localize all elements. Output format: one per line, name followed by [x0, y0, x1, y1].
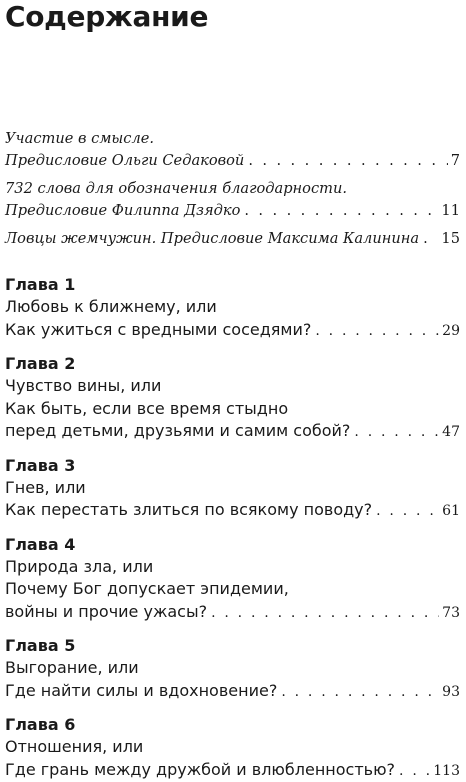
preface-line — [5, 228, 460, 250]
chapter-label: Глава 2 — [5, 353, 460, 375]
chapter-label: Глава 1 — [5, 274, 460, 296]
chapter-entry[interactable] — [5, 274, 460, 342]
page-number: 15 — [441, 228, 460, 250]
dot-leader — [399, 760, 430, 782]
preface-line — [5, 178, 460, 200]
dot-leader — [211, 602, 439, 625]
chapter-line — [5, 680, 460, 704]
chapter-text: Как перестать злиться по всякому поводу? — [5, 499, 372, 522]
page-number: 7 — [451, 150, 460, 172]
preface-text: 732 слова для обозначения благодарности. — [5, 178, 347, 200]
chapter-entry[interactable] — [5, 635, 460, 703]
chapter-entry[interactable] — [5, 534, 460, 625]
chapter-line — [5, 398, 460, 421]
chapter-line — [5, 578, 460, 601]
preface-entry[interactable] — [5, 178, 460, 222]
preface-entry[interactable] — [5, 228, 460, 250]
chapter-text: Где найти силы и вдохновение? — [5, 680, 277, 703]
chapter-text: Любовь к ближнему, или — [5, 296, 217, 319]
chapter-line — [5, 375, 460, 398]
chapter-text: Почему Бог допускает эпидемии, — [5, 578, 289, 601]
chapter-line — [5, 556, 460, 579]
chapter-text: Отношения, или — [5, 736, 143, 759]
chapter-entry[interactable] — [5, 455, 460, 523]
chapter-line — [5, 736, 460, 759]
chapter-text: Природа зла, или — [5, 556, 153, 579]
chapter-text: Как быть, если все время стыдно — [5, 398, 288, 421]
preface-line — [5, 128, 460, 150]
preface-line — [5, 150, 460, 172]
chapter-entry[interactable] — [5, 353, 460, 444]
dot-leader — [354, 421, 439, 444]
preface-entry[interactable] — [5, 128, 460, 172]
page-number: 47 — [442, 421, 460, 444]
chapter-line — [5, 499, 460, 523]
dot-leader — [281, 681, 439, 704]
chapter-label: Глава 4 — [5, 534, 460, 556]
preface-text: Предисловие Филиппа Дзядко — [5, 200, 240, 222]
dot-leader — [423, 228, 438, 250]
chapter-text: Как ужиться с вредными соседями? — [5, 319, 311, 342]
chapter-line — [5, 296, 460, 319]
preface-text: Предисловие Ольги Седаковой — [5, 150, 244, 172]
page-number: 11 — [441, 200, 460, 222]
chapter-line — [5, 759, 460, 782]
prefaces-list — [5, 128, 460, 250]
chapter-text: Гнев, или — [5, 477, 86, 500]
chapter-label: Глава 6 — [5, 714, 460, 736]
preface-line — [5, 200, 460, 222]
dot-leader — [376, 500, 439, 523]
chapter-text: войны и прочие ужасы? — [5, 601, 207, 624]
chapter-text: перед детьми, друзьями и самим собой? — [5, 420, 350, 443]
dot-leader — [244, 200, 438, 222]
chapter-label: Глава 5 — [5, 635, 460, 657]
page-title: Содержание — [5, 0, 208, 34]
chapter-line — [5, 657, 460, 680]
chapter-label: Глава 3 — [5, 455, 460, 477]
page-number: 113 — [433, 760, 460, 782]
chapter-entry[interactable] — [5, 714, 460, 782]
chapter-line — [5, 319, 460, 343]
page-number: 93 — [442, 681, 460, 704]
chapter-text: Чувство вины, или — [5, 375, 161, 398]
dot-leader — [315, 320, 439, 343]
page-number: 29 — [442, 320, 460, 343]
chapter-text: Где грань между дружбой и влюбленностью? — [5, 759, 395, 782]
preface-text: Участие в смысле. — [5, 128, 154, 150]
page-number: 73 — [442, 602, 460, 625]
page-number: 61 — [442, 500, 460, 523]
chapter-line — [5, 601, 460, 625]
chapter-line — [5, 420, 460, 444]
preface-text: Ловцы жемчужин. Предисловие Максима Калинина — [5, 228, 419, 250]
chapter-line — [5, 477, 460, 500]
chapter-text: Выгорание, или — [5, 657, 139, 680]
dot-leader — [248, 150, 447, 172]
chapters-list — [5, 274, 460, 782]
